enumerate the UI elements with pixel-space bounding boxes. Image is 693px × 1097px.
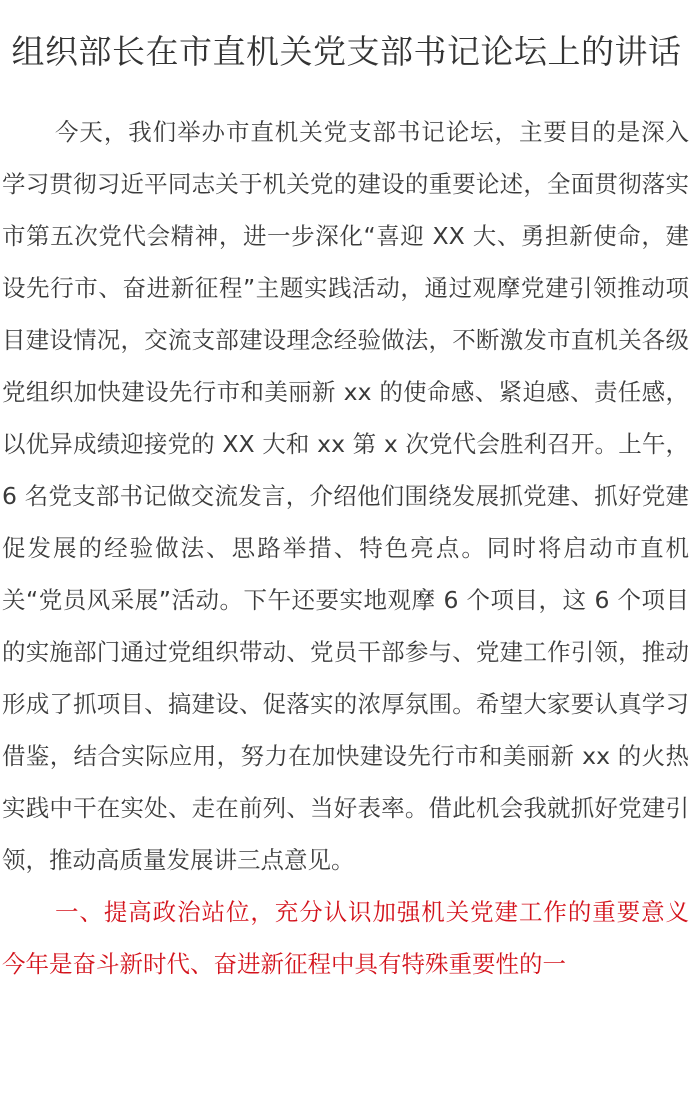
section-heading: 一、提高政治站位，充分认识加强机关党建工作的重要意义今年是奋斗新时代、奋进新征程中具有特殊重要性的一 <box>2 898 689 978</box>
body-paragraph: 今天，我们举办市直机关党支部书记论坛，主要目的是深入学习贯彻习近平同志关于机关党的建设的重要论述，全面贯彻落实市第五次党代会精神，进一步深化“喜迎 XX 大、勇担新使命，建设先行市、奋进新征程”主题实践活动，通过观摩党建引领推动项目建设情况，交流支部建设理念经验做法，不断激发市直机关各级党组织加快建设先行市和美丽新 xx 的使命感、紧迫感、责任感，以优异成绩迎接党的 XX 大和 xx 第 x 次党代会胜利召开。上午，6 名党支部书记做交流发言，介绍他们围绕发展抓党建、抓好党建促发展的经验做法、思路举措、特色亮点。同时将启动市直机关“党员风采展”活动。下午还要实地观摩 6 个项目，这 6 个项目的实施部门通过党组织带动、党员干部参与、党建工作引领，推动形成了抓项目、搞建设、促落实的浓厚氛围。希望大家要认真学习借鉴，结合实际应用，努力在加快建设先行市和美丽新 xx 的火热实践中干在实处、走在前列、当好表率。借此机会我就抓好党建引领，推动高质量发展讲三点意见。 <box>2 118 689 874</box>
document-title: 组织部长在市直机关党支部书记论坛上的讲话 <box>11 32 682 71</box>
